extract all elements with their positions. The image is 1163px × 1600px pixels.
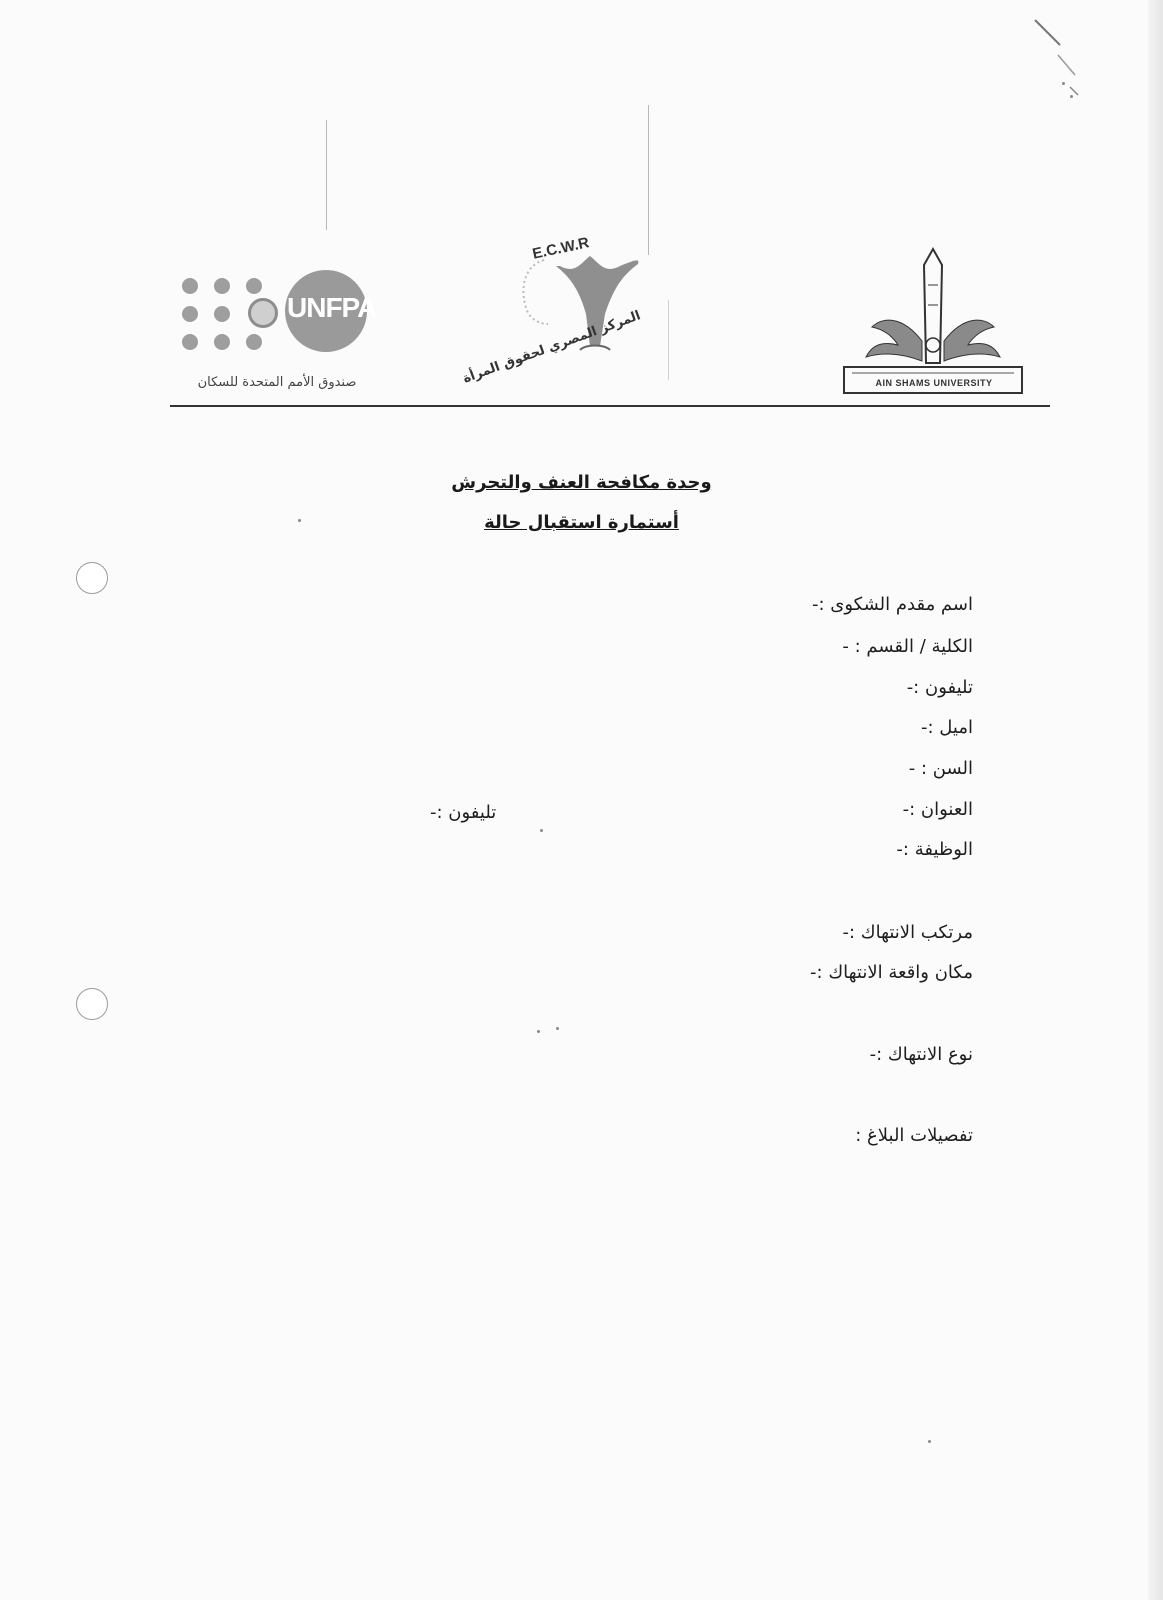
job-field: الوظيفة :- — [896, 839, 973, 860]
scan-line — [326, 120, 327, 230]
scan-speck — [928, 1440, 931, 1443]
violation-type-field: نوع الانتهاك :- — [869, 1044, 973, 1065]
punch-hole — [76, 988, 108, 1020]
scan-line — [648, 105, 649, 255]
unfpa-logo-text: UNFPA — [287, 292, 377, 323]
scan-speck — [556, 1027, 559, 1030]
ain-shams-logo — [842, 245, 1024, 395]
email-field: اميل :- — [921, 717, 973, 738]
address-field: العنوان :- — [902, 799, 973, 820]
scan-line — [668, 300, 669, 380]
ain-shams-logo-text: AIN SHAMS UNIVERSITY — [875, 378, 993, 388]
complainant-name-field: اسم مقدم الشكوى :- — [812, 594, 973, 615]
scan-edge-shadow — [1148, 0, 1163, 1600]
phone-field: تليفون :- — [906, 677, 973, 698]
scan-speck — [537, 1030, 540, 1033]
punch-hole — [76, 562, 108, 594]
ecwr-logo-text: E.C.W.R — [530, 234, 591, 263]
faculty-department-field: الكلية / القسم : - — [842, 636, 973, 657]
ecwr-arabic-name: المركز المصري لحقوق المرأة — [460, 308, 643, 387]
un-emblem-icon — [248, 298, 278, 328]
report-details-field: تفصيلات البلاغ : — [855, 1125, 973, 1146]
age-field: السن : - — [908, 758, 973, 779]
document-title: وحدة مكافحة العنف والتحرش — [451, 472, 712, 493]
unfpa-arabic-name: صندوق الأمم المتحدة للسكان — [197, 375, 357, 390]
address-phone-field: تليفون :- — [430, 802, 497, 823]
scan-speck — [540, 829, 543, 832]
staple-mark — [1030, 15, 1090, 105]
ecwr-face-profile — [514, 258, 554, 328]
unfpa-logo — [182, 270, 377, 400]
document-subtitle: أستمارة استقبال حالة — [484, 512, 679, 533]
violation-location-field: مكان واقعة الانتهاك :- — [810, 962, 973, 983]
header-divider — [170, 405, 1050, 407]
ecwr-logo — [460, 234, 650, 388]
obelisk-falcons-emblem — [842, 245, 1024, 395]
perpetrator-field: مرتكب الانتهاك :- — [842, 922, 973, 943]
